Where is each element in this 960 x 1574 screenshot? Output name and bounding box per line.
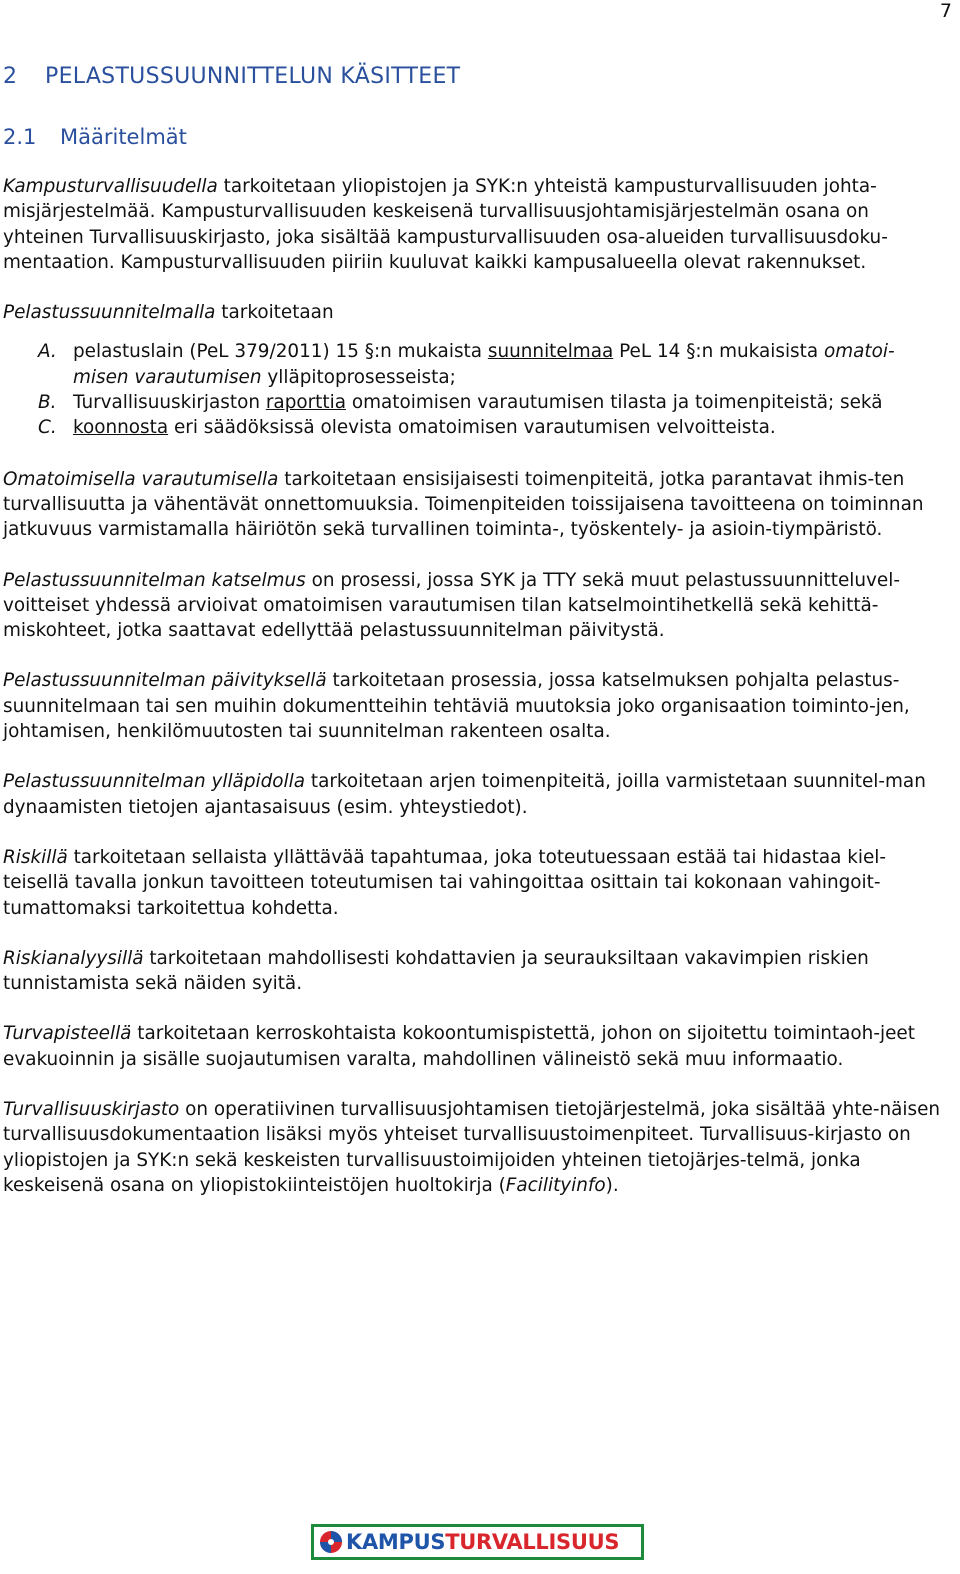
underlined-word: raporttia [265, 392, 346, 414]
definition-list [3, 339, 948, 440]
list-marker: C. [38, 417, 57, 439]
underlined-word: koonnosta [73, 417, 169, 439]
definition-term: Pelastussuunnitelman päivityksellä [3, 670, 327, 692]
definition-paragraph [3, 845, 948, 921]
subsection-number: 2.1 [3, 125, 37, 149]
subsection-heading [3, 125, 948, 149]
definition-text: tarkoitetaan yliopistojen ja SYK:n yhteistä kampusturvallisuuden johta-misjärjestelmää. Kampusturvallisuuden keskeisenä turvallisuusjohtamisjärjestelmän osana on yhteinen Turvallisuuskirjasto, joka sisältää kampusturvallisuuden osa-alueiden turvallisuusdoku-mentaation. Kampusturvallisuuden piiriin kuuluvat kaikki kampusalueella olevat rakennukset. [3, 176, 888, 273]
definition-text: on prosessi, jossa SYK ja TTY sekä muut pelastussuunnitteluvel-voitteiset yhdessä arvioivat omatoimisen varautumisen tilan katselmointihetkellä sekä kehittä-miskohteet, jotka saattavat edellyttää pelastussuunnitelman päivitystä. [3, 569, 900, 642]
list-item: A. pelastuslain (PeL 379/2011) 15 §:n mukaista suunnitelmaa PeL 14 §:n mukaisista omatoi-misen varautumisen ylläpitoprosesseista; [3, 339, 948, 390]
list-marker: B. [38, 392, 57, 414]
definition-paragraph: Turvallisuuskirjasto on operatiivinen turvallisuusjohtamisen tietojärjestelmä, joka sisältää yhte-näisen turvallisuusdokumentaation lisäksi myös yhteiset turvallisuustoimenpiteet. Turvallisuus-kirjasto on yliopistojen ja SYK:n sekä keskeisten turvallisuustoimijoiden yhteinen tietojärjes-telmä, jonka keskeisenä osana on yliopistokiinteistöjen huoltokirja (Facilityinfo). [3, 1099, 941, 1196]
definition-paragraph [3, 668, 948, 744]
definition-paragraph [3, 568, 948, 644]
definition-term-inline: Facilityinfo [505, 1174, 606, 1196]
definition-term: Omatoimisella varautumisella [3, 468, 279, 490]
subsection-title: Määritelmät [60, 125, 187, 149]
definition-term: Pelastussuunnitelman katselmus [3, 569, 306, 591]
definition-text: tarkoitetaan [215, 302, 334, 324]
underlined-word: suunnitelmaa [487, 341, 614, 363]
list-marker: A. [38, 341, 57, 363]
definition-term: Kampusturvallisuudella [3, 176, 218, 197]
document-body [3, 64, 948, 1198]
definition-text: tarkoitetaan arjen toimenpiteitä, joilla varmistetaan suunnitel-man dynaamisten tietojen ajantasaisuus (esim. yhteystiedot). [3, 771, 926, 818]
definition-paragraph [3, 946, 948, 997]
definition-text: tarkoitetaan prosessia, jossa katselmuksen pohjalta pelastus-suunnitelmaan tai sen muihin dokumentteihin tehtäviä muutoksia joko organisaation toiminto-jen, johtamisen, henkilömuutosten tai suunnitelman rakenteen osalta. [3, 670, 910, 743]
section-number: 2 [3, 64, 18, 89]
kampusturvallisuus-logo [311, 1524, 644, 1560]
page-number: 7 [939, 0, 952, 22]
definition-text: tarkoitetaan kerroskohtaista kokoontumispistettä, johon on sijoitettu toimintaoh-jeet evakuoinnin ja sisälle suojautumisen varalta, mahdollinen välineistö sekä muu informaatio. [3, 1023, 915, 1070]
section-title: PELASTUSSUUNNITTELUN KÄSITTEET [45, 64, 461, 89]
definition-paragraph [3, 1021, 948, 1072]
definition-text: tarkoitetaan sellaista yllättävää tapahtumaa, joka toteutuessaan estää tai hidastaa kiel-teisellä tavalla jonkun tavoitteen toteutumisen tai vahingoittaa osittain tai kokonaan vahingoit-tumattomaksi tarkoitettua kohdetta. [3, 846, 887, 919]
definition-paragraph [3, 769, 948, 820]
shield-logo-icon [319, 1530, 343, 1554]
definition-text: on operatiivinen turvallisuusjohtamisen tietojärjestelmä, joka sisältää yhte-näisen turvallisuusdokumentaation lisäksi myös yhteiset turvallisuustoimenpiteet. Turvallisuus-kirjasto on yliopistojen ja SYK:n sekä keskeisten turvallisuustoimijoiden yhteinen tietojärjes-telmä, jonka keskeisenä osana on yliopistokiinteistöjen huoltokirja ( [3, 1099, 941, 1196]
definition-term: Pelastussuunnitelman ylläpidolla [3, 771, 306, 793]
definition-term: Pelastussuunnitelmalla [3, 302, 216, 324]
list-item: B. Turvallisuuskirjaston raporttia omatoimisen varautumisen tilasta ja toimenpiteistä; sekä [3, 390, 948, 415]
definition-paragraph [3, 467, 948, 543]
definition-term: Turvallisuuskirjasto [3, 1099, 180, 1121]
definition-paragraph [3, 300, 948, 325]
definition-term: Riskianalyysillä [3, 947, 144, 969]
definition-text: tarkoitetaan ensisijaisesti toimenpiteitä, jotka parantavat ihmis-ten turvallisuutta ja vähentävät onnettomuuksia. Toimenpiteiden toissijaisena tavoitteena on toiminnan jatkuvuus varmistamalla häiriötön sekä turvallinen toiminta-, työskentely- ja asioin-tiympäristö. [3, 468, 924, 541]
definition-term: Riskillä [3, 846, 68, 868]
definition-term: Turvapisteellä [3, 1023, 132, 1045]
logo-wordmark: KAMPUSTURVALLISUUS [346, 1530, 620, 1554]
list-item: C. koonnosta eri säädöksissä olevista omatoimisen varautumisen velvoitteista. [3, 415, 948, 440]
section-heading [3, 64, 948, 89]
definition-paragraph [3, 174, 948, 275]
definition-text: tarkoitetaan mahdollisesti kohdattavien ja seurauksiltaan vakavimpien riskien tunnistamista sekä näiden syitä. [3, 947, 869, 995]
